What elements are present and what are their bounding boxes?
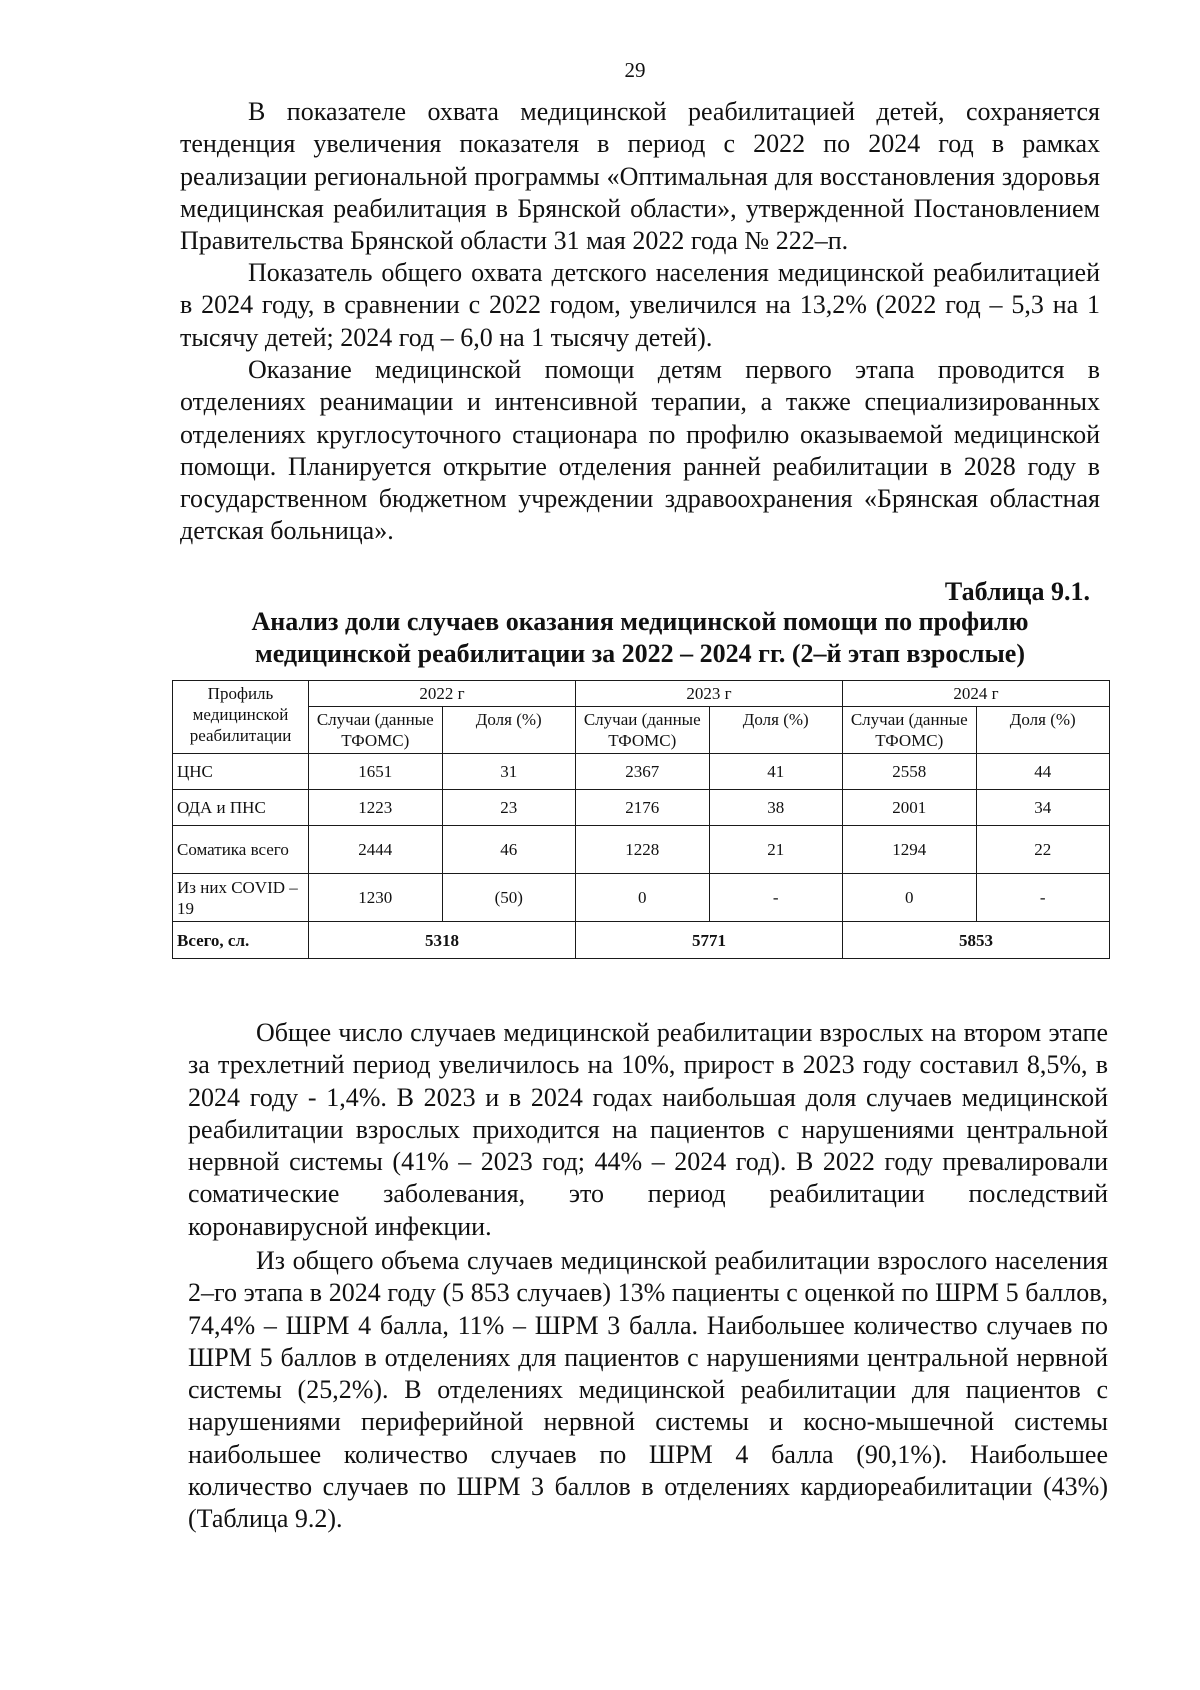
table-row xyxy=(173,874,1110,922)
row-profile: ЦНС xyxy=(173,754,309,790)
cell-share-2022: 31 xyxy=(442,754,576,790)
share-header: Доля (%) xyxy=(442,707,576,754)
cell-share-2022: 46 xyxy=(442,826,576,874)
paragraph-text: Общее число случаев медицинской реабилитации взрослых на втором этапе за трехлетний период увеличилось на 10%, прирост в 2023 году составил 8,5%, в 2024 году - 1,4%. В 2023 и в 2024 годах наибольшая доля случаев медицинской реабилитации взрослых приходится на пациентов с нарушениями центральной нервной системы (41% – 2023 год; 44% – 2024 год). В 2022 году превалировали соматические заболевания, это период реабилитации последствий коронавирусной инфекции. xyxy=(188,1018,1108,1241)
total-2022: 5318 xyxy=(309,922,576,959)
year-header-2023: 2023 г xyxy=(576,681,843,707)
total-2024: 5853 xyxy=(843,922,1110,959)
total-label: Всего, сл. xyxy=(173,922,309,959)
paragraph-rehab-coverage xyxy=(180,96,1100,257)
paragraph-shrm-scores xyxy=(188,1245,1108,1536)
cell-share-2023: - xyxy=(709,874,843,922)
cell-cases-2024: 2001 xyxy=(843,790,977,826)
cell-cases-2023: 1228 xyxy=(576,826,710,874)
paragraph-coverage-increase xyxy=(180,257,1100,354)
cell-cases-2022: 1230 xyxy=(309,874,443,922)
row-profile: Из них COVID –19 xyxy=(173,874,309,922)
cell-cases-2022: 2444 xyxy=(309,826,443,874)
year-header-2024: 2024 г xyxy=(843,681,1110,707)
paragraph-text: Показатель общего охвата детского населения медицинской реабилитацией в 2024 году, в сравнении с 2022 годом, увеличился на 13,2% (2022 год – 5,3 на 1 тысячу детей; 2024 год – 6,0 на 1 тысячу детей). xyxy=(180,258,1100,352)
year-header-2022: 2022 г xyxy=(309,681,576,707)
cell-cases-2023: 2367 xyxy=(576,754,710,790)
cell-cases-2023: 0 xyxy=(576,874,710,922)
profile-header: Профиль медицинской реабилитации xyxy=(173,681,309,754)
cases-header: Случаи (данные ТФОМС) xyxy=(576,707,710,754)
cell-share-2023: 21 xyxy=(709,826,843,874)
table-title: Анализ доли случаев оказания медицинской помощи по профилю медицинской реабилитации за 2022 – 2024 гг. (2–й этап взрослые) xyxy=(251,607,1029,668)
cell-cases-2024: 1294 xyxy=(843,826,977,874)
table-row xyxy=(173,826,1110,874)
cell-share-2024: 34 xyxy=(976,790,1110,826)
rehab-cases-table xyxy=(172,680,1110,959)
table-header-subcolumns xyxy=(173,707,1110,754)
share-header: Доля (%) xyxy=(976,707,1110,754)
page-number: 29 xyxy=(624,58,646,82)
table-row xyxy=(173,754,1110,790)
row-profile: ОДА и ПНС xyxy=(173,790,309,826)
cell-share-2023: 38 xyxy=(709,790,843,826)
paragraph-total-cases xyxy=(188,1017,1108,1243)
table-number: Таблица 9.1. xyxy=(944,577,1090,606)
cell-cases-2022: 1223 xyxy=(309,790,443,826)
cell-share-2024: 44 xyxy=(976,754,1110,790)
paragraph-first-stage xyxy=(180,354,1100,548)
cases-header: Случаи (данные ТФОМС) xyxy=(843,707,977,754)
cell-cases-2024: 2558 xyxy=(843,754,977,790)
total-2023: 5771 xyxy=(576,922,843,959)
cell-cases-2022: 1651 xyxy=(309,754,443,790)
table-total-row xyxy=(173,922,1110,959)
table-header-years xyxy=(173,681,1110,707)
cell-share-2023: 41 xyxy=(709,754,843,790)
table-row xyxy=(173,790,1110,826)
cell-share-2024: 22 xyxy=(976,826,1110,874)
row-profile: Соматика всего xyxy=(173,826,309,874)
paragraph-text: В показателе охвата медицинской реабилитацией детей, сохраняется тенденция увеличения показателя в период с 2022 по 2024 год в рамках реализации региональной программы «Оптимальная для восстановления здоровья медицинская реабилитация в Брянской области», утвержденной Постановлением Правительства Брянской области 31 мая 2022 года № 222–п. xyxy=(180,97,1100,256)
paragraph-text: Из общего объема случаев медицинской реабилитации взрослого населения 2–го этапа в 2024 году (5 853 случаев) 13% пациенты с оценкой по ШРМ 5 баллов, 74,4% – ШРМ 4 балла, 11% – ШРМ 3 балла. Наибольшее количество случаев по ШРМ 5 баллов в отделениях для пациентов с нарушениями центральной нервной системы (25,2%). В отделениях медицинской реабилитации для пациентов с нарушениями периферийной нервной системы и косно-мышечной системы наибольшее количество случаев по ШРМ 4 балла (90,1%). Наибольшее количество случаев по ШРМ 3 баллов в отделениях кардиореабилитации (43%) (Таблица 9.2). xyxy=(188,1246,1108,1534)
cell-share-2022: 23 xyxy=(442,790,576,826)
cell-cases-2024: 0 xyxy=(843,874,977,922)
cell-share-2024: - xyxy=(976,874,1110,922)
cell-cases-2023: 2176 xyxy=(576,790,710,826)
cell-share-2022: (50) xyxy=(442,874,576,922)
cases-header: Случаи (данные ТФОМС) xyxy=(309,707,443,754)
share-header: Доля (%) xyxy=(709,707,843,754)
paragraph-text: Оказание медицинской помощи детям первого этапа проводится в отделениях реанимации и интенсивной терапии, а также специализированных отделениях круглосуточного стационара по профилю оказываемой медицинской помощи. Планируется открытие отделения ранней реабилитации в 2028 году в государственном бюджетном учреждении здравоохранения «Брянская областная детская больница». xyxy=(180,355,1100,546)
